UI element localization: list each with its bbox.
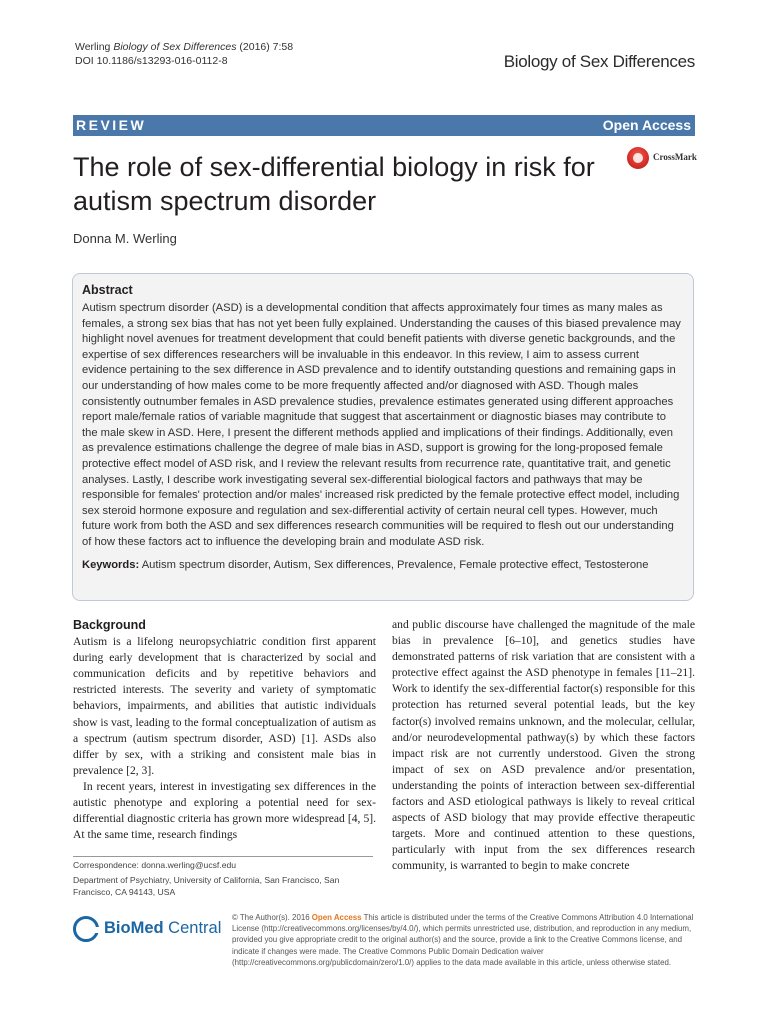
license-text (232, 912, 697, 968)
footnote (73, 859, 373, 901)
keywords-list: Autism spectrum disorder, Autism, Sex differences, Prevalence, Female protective effect, Testosterone (141, 558, 649, 571)
license-body: This article is distributed under the terms of the Creative Commons Attribution 4.0 International License (http://creativecommons.org/licenses/by/4.0/), which permits unrestricted use, distribution, and reproduction in any medium, provided you give appropriate credit to the original author(s) and the source, provide a link to the Creative Commons license, and indicate if changes were made. The Creative Commons Public Domain Dedication waiver (http://creativecommons.org/publicdomain/zero/1.0/) applies to the data made available in this article, unless otherwise stated. (232, 913, 694, 967)
keywords (82, 558, 684, 573)
crossmark-badge[interactable] (627, 147, 707, 169)
open-access-inline: Open Access (311, 913, 362, 922)
crossmark-label: CrossMark (653, 152, 697, 162)
section-heading-background: Background (73, 618, 146, 632)
article-type-label: REVIEW (76, 117, 147, 133)
citation-header (75, 40, 293, 68)
body-column-right (392, 617, 695, 875)
body-paragraph: Autism is a lifelong neuropsychiatric condition first apparent during early development that is characterized by social and communication deficits and by repetitive behaviors and restricted interests. The severity and variety of symptomatic behaviors, impairments, and abilities that autistic individuals show is vast, leading to the formal conceptualization of autism as a spectrum (autism spectrum disorder, ASD) [1]. ASDs also differ by sex, with a striking and consistent male bias in prevalence [2, 3]. (73, 635, 376, 777)
copyright: © The Author(s). 2016 (232, 913, 312, 922)
journal-name: Biology of Sex Differences (503, 52, 695, 71)
footnote-divider (73, 856, 373, 857)
body-column-left (73, 617, 376, 843)
citation-journal: Biology of Sex Differences (113, 41, 237, 53)
abstract-heading: Abstract (82, 283, 133, 297)
abstract-box (72, 273, 694, 601)
abstract-text: Autism spectrum disorder (ASD) is a developmental condition that affects approximately four times as many males as females, a strong sex bias that has not yet been fully explained. Understanding the causes of this biased prevalence may highlight novel avenues for treatment development that could benefit patients with diverse genetic backgrounds, and the expertise of sex differences researchers will be invaluable in this endeavor. In this review, I aim to assess current evidence pertaining to the sex difference in ASD prevalence and to identify outstanding questions and remaining gaps in our understanding of how males come to be more frequently affected and/or diagnosed with ASD. Though males consistently outnumber females in ASD prevalence studies, prevalence estimates generated using different approaches report male/female ratios of variable magnitude that suggest that ascertainment or diagnostic biases may contribute to the male skew in ASD. Here, I present the different methods applied and implications of their findings. Additionally, even as prevalence estimations challenge the degree of male bias in ASD, support is growing for the long-proposed female protective effect model of ASD risk, and I review the relevant results from recurrence rate, quantitative trait, and genetic analyses. Lastly, I describe work investigating several sex-differential biological factors and pathways that may be responsible for females' protection and/or males' increased risk predicted by the female protective effect model, including sex steroid hormone exposure and regulation and sex-differential activity of certain neural cell types. However, much future work from both the ASD and sex differences research communities will be required to flesh out our understanding of how these factors act to influence the developing brain and modulate ASD risk. (82, 302, 681, 548)
crossmark-icon (627, 147, 649, 169)
body-paragraph: and public discourse have challenged the magnitude of the male bias in prevalence [6–10], and genetics studies have demonstrated patterns of risk variation that are consistent with a protective effect against the ASD phenotype in females [11–21]. Work to identify the sex-differential factor(s) responsible for this protection has returned several potential leads, but the key factor(s) involved remains unknown, and the molecular, cellular, and/or neurodevelopmental pathway(s) by which these factors impact risk are not currently understood. Given the strong impact of sex on ASD prevalence and/or presentation, understanding the points of interaction between sex-differential factors and ASD etiological pathways is likely to reveal critical aspects of ASD biology that may provide effective therapeutic targets. More and continued attention to these questions, particularly with input from the sex differences research community, is warranted to begin to make concrete (392, 618, 695, 873)
article-type-banner (73, 115, 695, 136)
citation-author: Werling (75, 41, 111, 53)
citation-volume: (2016) 7:58 (239, 41, 294, 53)
author-name: Donna M. Werling (73, 231, 177, 246)
doi: DOI 10.1186/s13293-016-0112-8 (75, 55, 228, 67)
open-access-label: Open Access (602, 117, 691, 133)
publisher-logo (73, 916, 223, 946)
publisher-name: BioMed Central (104, 919, 222, 937)
article-title: The role of sex-differential biology in risk for autism spectrum disorder (73, 152, 595, 216)
affiliation: Department of Psychiatry, University of California, San Francisco, San Francisco, CA 94143, USA (73, 875, 340, 897)
correspondence: Correspondence: donna.werling@ucsf.edu (73, 860, 237, 870)
biomed-central-icon (73, 916, 99, 942)
keywords-label: Keywords: (82, 558, 140, 571)
body-paragraph: In recent years, interest in investigating sex differences in the autistic phenotype and exploring a potential need for sex-differential diagnostic criteria has grown more widespread [4, 5]. At the same time, research findings (73, 779, 376, 842)
